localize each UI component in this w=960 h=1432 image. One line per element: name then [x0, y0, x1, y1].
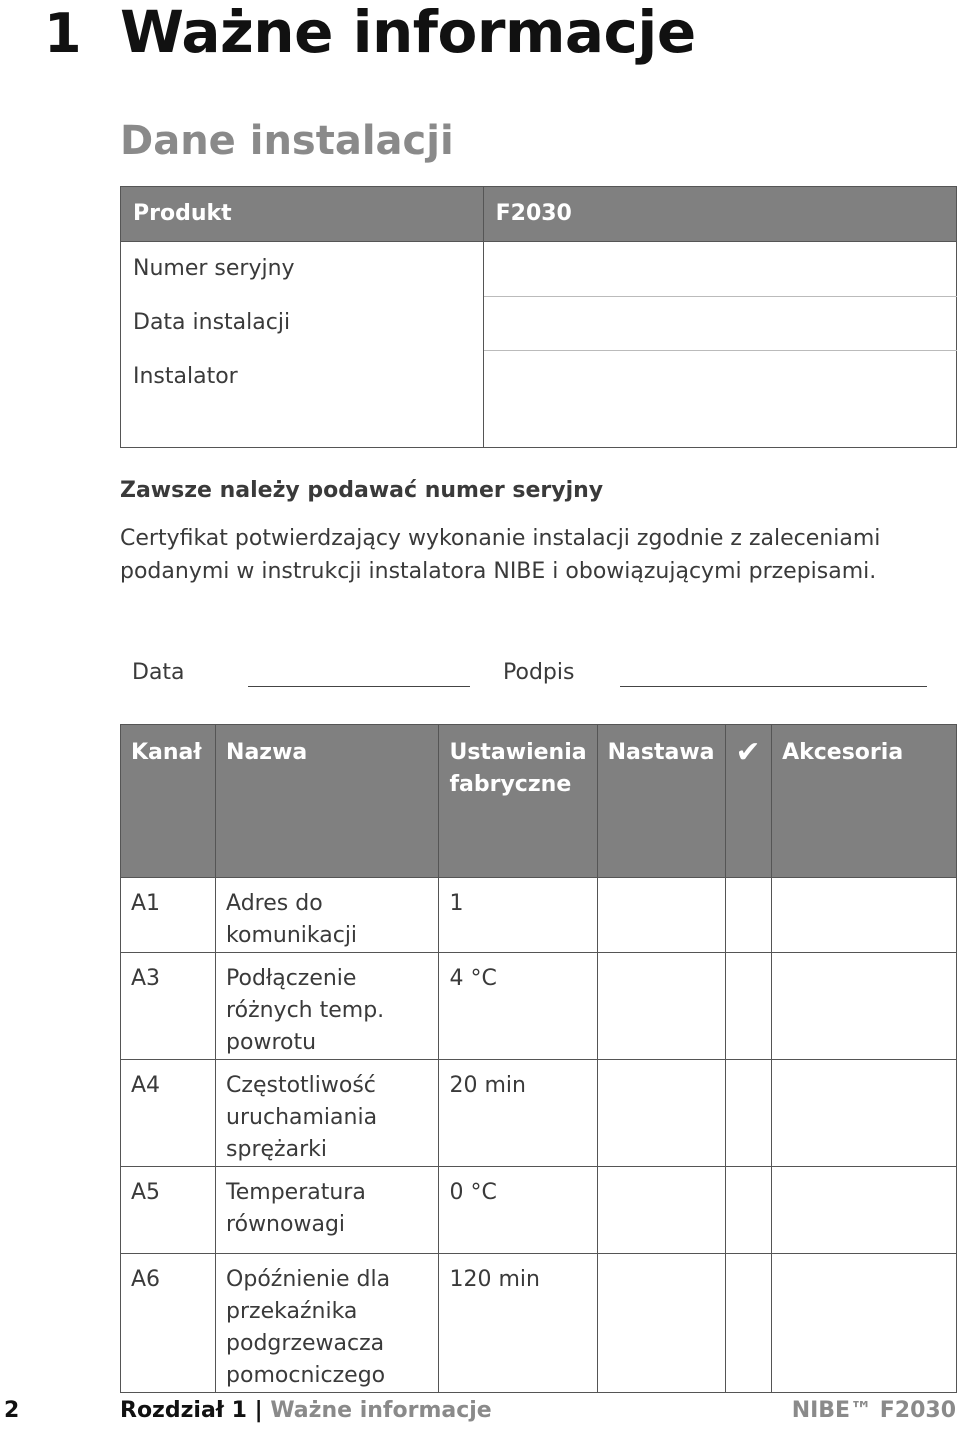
factory-cell: 120 min	[439, 1254, 597, 1393]
setting-cell[interactable]	[597, 1254, 725, 1393]
channel-cell: A4	[121, 1060, 216, 1167]
header-accessories: Akcesoria	[772, 725, 957, 878]
table-row	[121, 1167, 957, 1254]
name-cell: Temperatura równowagi	[216, 1167, 439, 1254]
setting-cell[interactable]	[597, 1167, 725, 1254]
footer-chapter-label: Rozdział 1	[120, 1398, 247, 1423]
check-cell[interactable]	[725, 953, 772, 1060]
signature-label: Podpis	[503, 660, 575, 685]
check-cell[interactable]	[725, 1060, 772, 1167]
accessories-cell[interactable]	[772, 1167, 957, 1254]
install-date-field[interactable]	[483, 296, 956, 350]
chapter-title: Ważne informacje	[120, 0, 696, 66]
name-cell: Częstotliwość uruchamiania sprężarki	[216, 1060, 439, 1167]
channel-cell: A5	[121, 1167, 216, 1254]
section-title: Dane instalacji	[120, 118, 454, 164]
page-number: 2	[4, 1398, 20, 1423]
settings-table	[120, 724, 957, 1393]
header-setting: Nastawa	[597, 725, 725, 878]
accessories-cell[interactable]	[772, 878, 957, 953]
factory-cell: 4 °C	[439, 953, 597, 1060]
table-row	[121, 878, 957, 953]
accessories-cell[interactable]	[772, 953, 957, 1060]
installation-data-table	[120, 186, 957, 448]
certificate-text: Certyfikat potwierdzający wykonanie instalacji zgodnie z zaleceniami podanymi w instrukcji instalatora NIBE i obowiązującymi przepisami.	[120, 526, 881, 584]
chapter-number: 1	[44, 2, 82, 65]
setting-cell[interactable]	[597, 878, 725, 953]
signature-line[interactable]	[620, 686, 927, 687]
serial-number-field[interactable]	[483, 242, 956, 297]
header-check	[725, 725, 772, 878]
name-cell: Podłączenie różnych temp. powrotu	[216, 953, 439, 1060]
table-row	[121, 1060, 957, 1167]
check-icon: ✔	[735, 735, 761, 770]
table-row	[121, 953, 957, 1060]
serial-note: Zawsze należy podawać numer seryjny	[120, 478, 604, 503]
check-cell[interactable]	[725, 1167, 772, 1254]
product-value: F2030	[483, 187, 956, 242]
footer-chapter-name: Ważne informacje	[270, 1398, 492, 1423]
setting-cell[interactable]	[597, 1060, 725, 1167]
header-factory: Ustawienia fabryczne	[439, 725, 597, 878]
header-name: Nazwa	[216, 725, 439, 878]
date-label: Data	[132, 660, 185, 685]
date-line[interactable]	[248, 686, 470, 687]
channel-cell: A6	[121, 1254, 216, 1393]
footer-chapter	[120, 1398, 492, 1423]
installer-label: Instalator	[121, 350, 484, 447]
install-date-label: Data instalacji	[121, 296, 484, 350]
accessories-cell[interactable]	[772, 1060, 957, 1167]
setting-cell[interactable]	[597, 953, 725, 1060]
name-cell: Opóźnienie dla przekaźnika podgrzewacza pomocniczego	[216, 1254, 439, 1393]
factory-cell: 0 °C	[439, 1167, 597, 1254]
header-channel: Kanał	[121, 725, 216, 878]
check-cell[interactable]	[725, 1254, 772, 1393]
accessories-cell[interactable]	[772, 1254, 957, 1393]
check-cell[interactable]	[725, 878, 772, 953]
installer-field[interactable]	[483, 350, 956, 447]
product-label: Produkt	[121, 187, 484, 242]
table-row	[121, 1254, 957, 1393]
channel-cell: A3	[121, 953, 216, 1060]
footer-separator: |	[254, 1398, 263, 1423]
factory-cell: 20 min	[439, 1060, 597, 1167]
factory-cell: 1	[439, 878, 597, 953]
serial-number-label: Numer seryjny	[121, 242, 484, 297]
footer-brand: NIBE™ F2030	[791, 1398, 956, 1423]
name-cell: Adres do komunikacji	[216, 878, 439, 953]
channel-cell: A1	[121, 878, 216, 953]
